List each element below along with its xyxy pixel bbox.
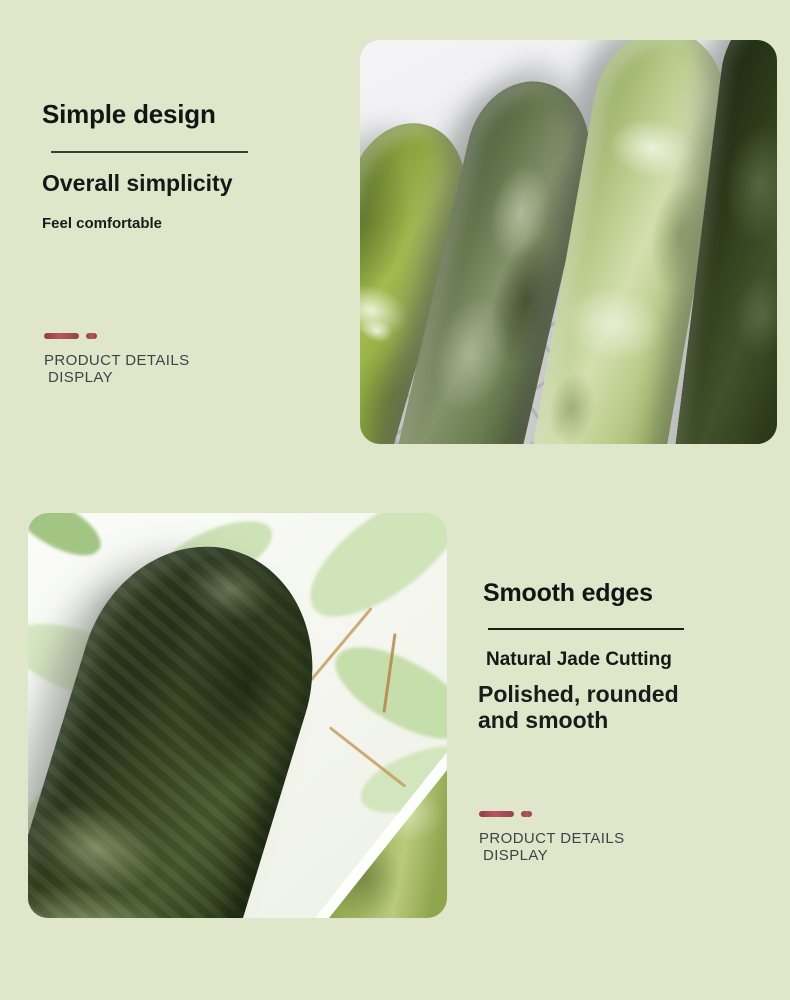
leaf-decoration	[28, 513, 109, 570]
bottom-product-details-badge	[479, 811, 649, 864]
bottom-badge-line1: PRODUCT DETAILS	[479, 830, 625, 847]
photo-jade-wand-closeup	[28, 513, 447, 918]
top-section-subtitle: Overall simplicity	[42, 170, 233, 196]
bottom-section-subtitle: Natural Jade Cutting	[486, 649, 672, 670]
photo-jade-wands-group	[360, 40, 777, 444]
top-section-tagline: Feel comfortable	[42, 215, 163, 232]
top-badge-line1: PRODUCT DETAILS	[44, 352, 190, 369]
top-section-title: Simple design	[42, 99, 216, 129]
accent-dash-short-icon	[86, 333, 97, 339]
accent-dashes	[479, 811, 649, 817]
leaf-decoration	[289, 513, 447, 635]
bottom-badge-text	[479, 830, 649, 864]
accent-dash-short-icon	[521, 811, 532, 817]
accent-dashes	[44, 333, 214, 339]
bottom-section-title: Smooth edges	[483, 579, 653, 607]
top-badge-text	[44, 352, 214, 386]
bottom-section-tagline: Polished, rounded and smooth	[478, 681, 679, 733]
bottom-badge-line2: DISPLAY	[483, 847, 549, 864]
top-badge-line2: DISPLAY	[48, 369, 114, 386]
bottom-divider-line	[488, 628, 684, 630]
jade-wand-closeup-dark	[28, 517, 345, 918]
top-product-details-badge	[44, 333, 214, 386]
top-divider-line	[51, 151, 248, 153]
twig-decoration	[329, 726, 406, 787]
accent-dash-long-icon	[479, 811, 514, 817]
accent-dash-long-icon	[44, 333, 79, 339]
